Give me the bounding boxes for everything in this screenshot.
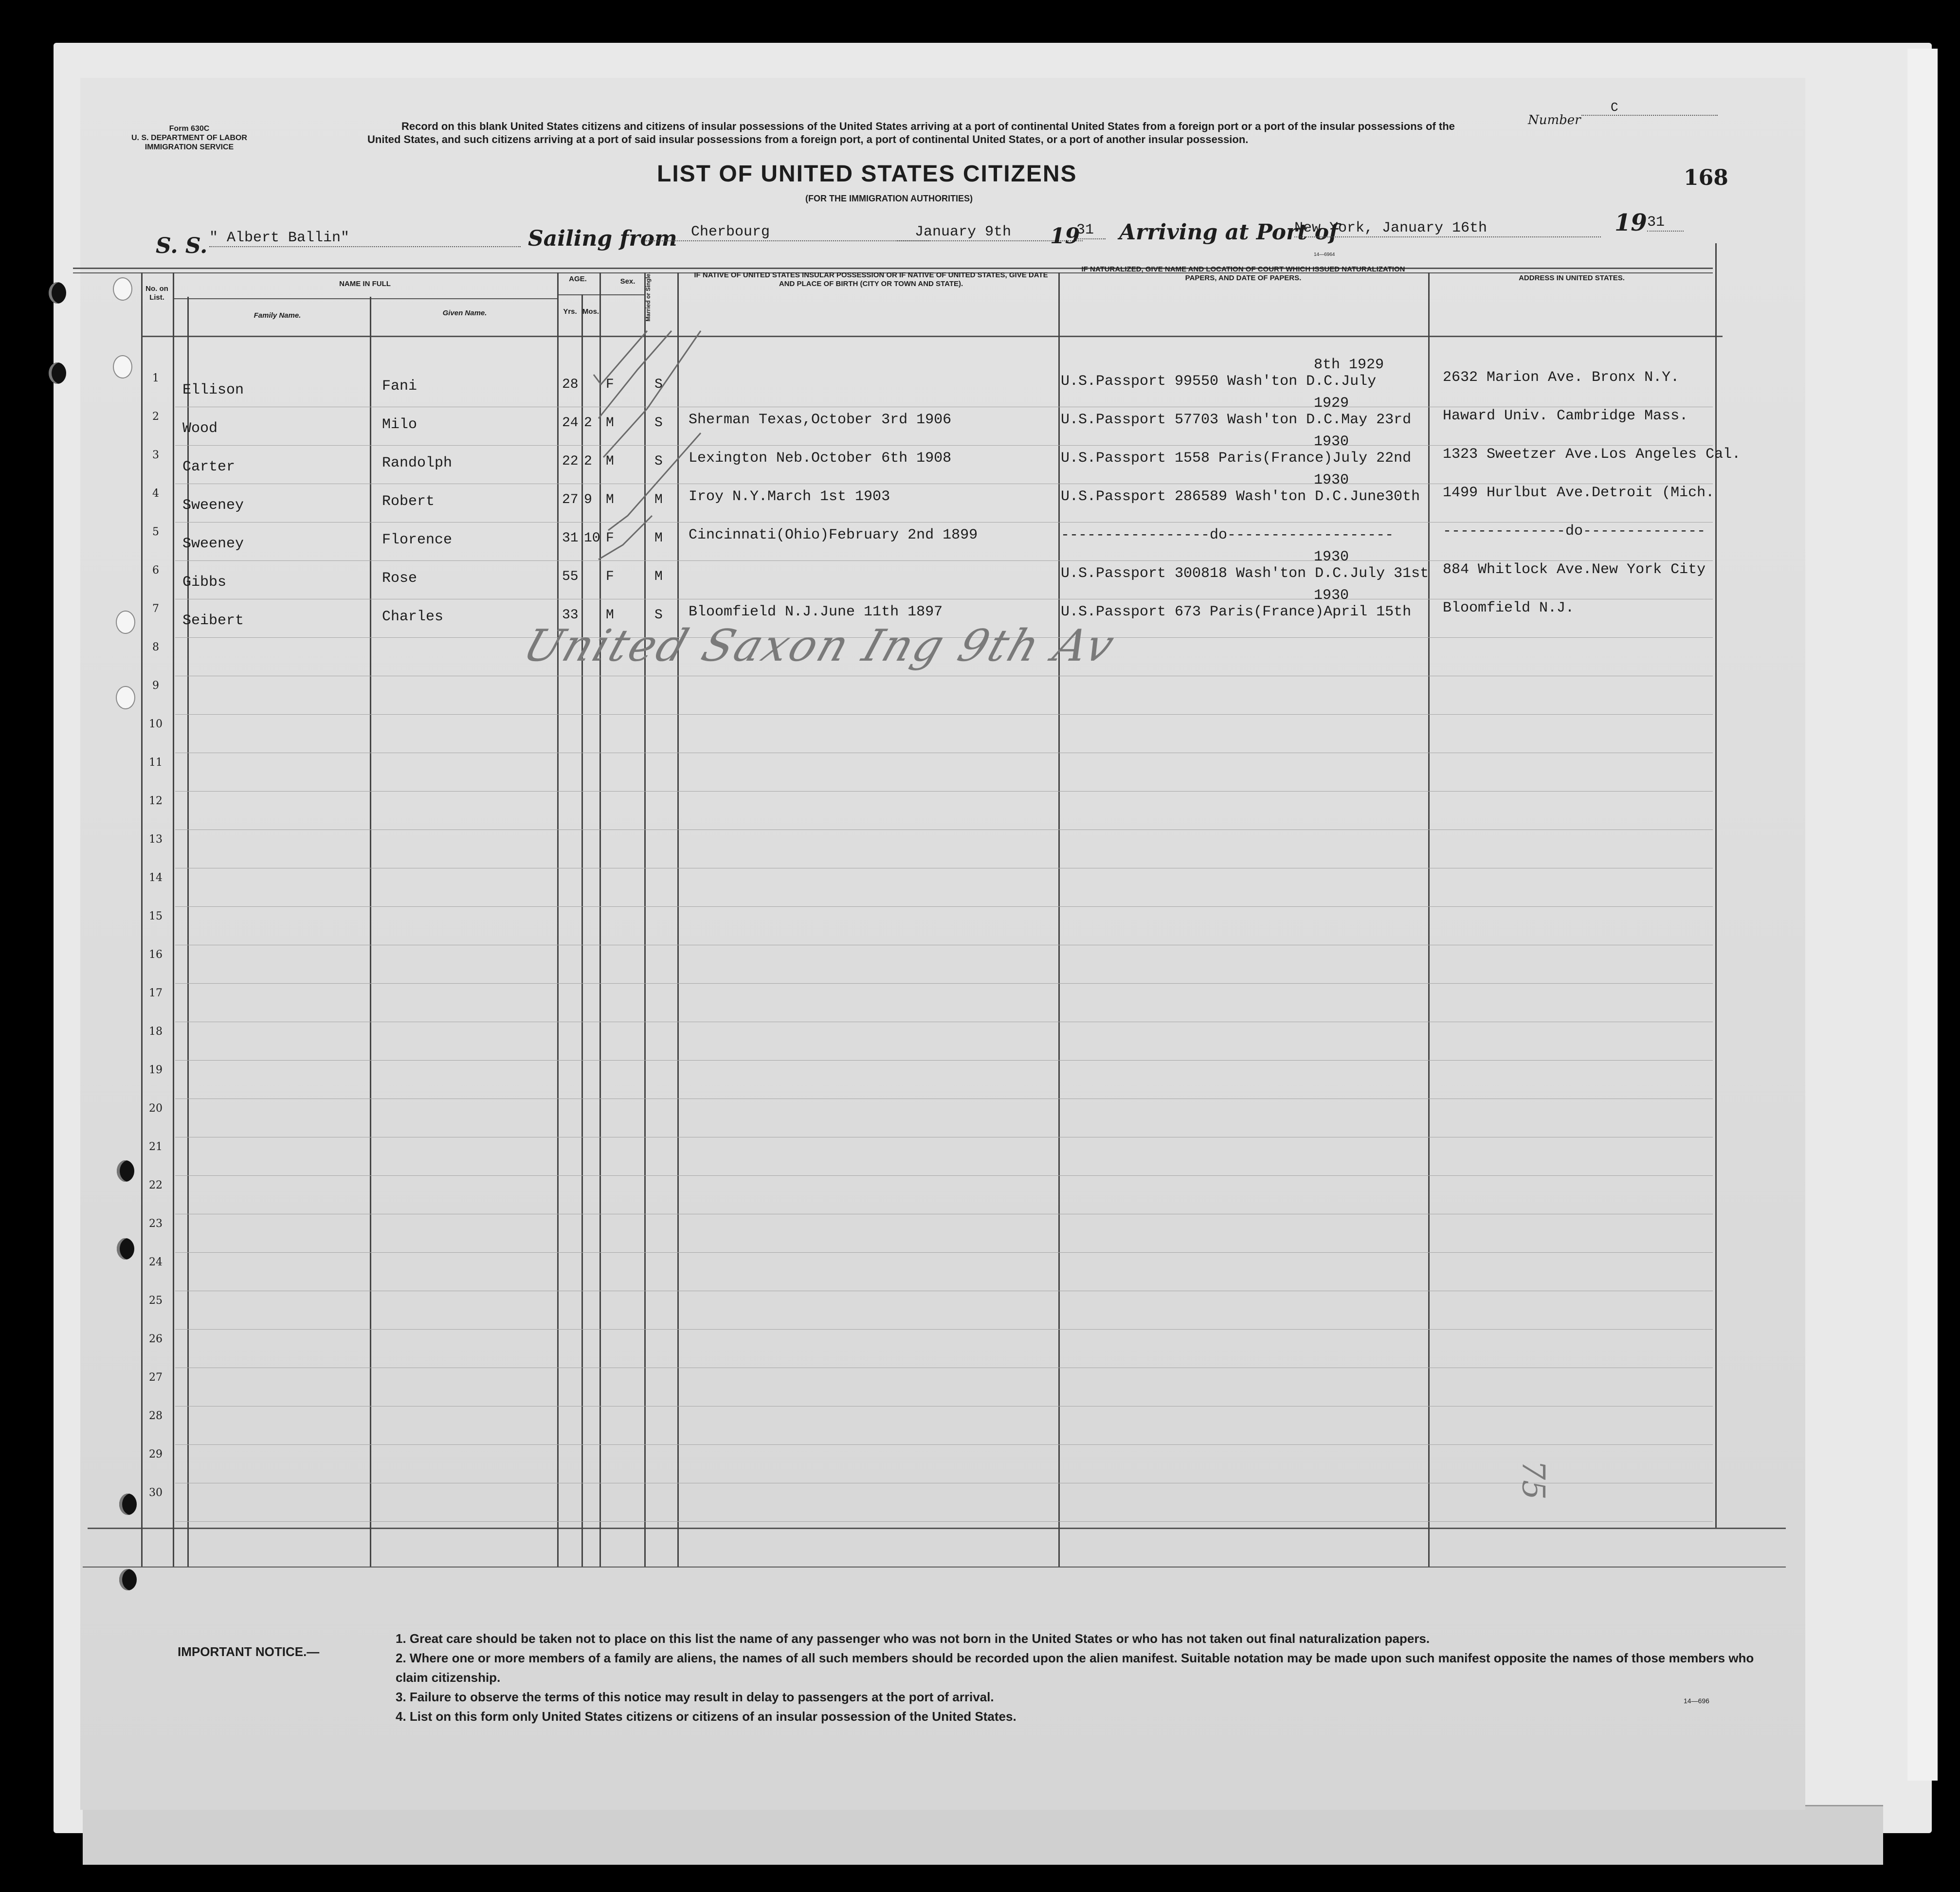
age-years: 22 (562, 454, 579, 469)
row-rule (175, 1444, 1713, 1445)
given-name: Randolph (382, 455, 453, 471)
us-address: 884 Whitlock Ave.New York City (1443, 561, 1706, 578)
row-number: 20 (149, 1102, 163, 1115)
header-address: ADDRESS IN UNITED STATES. (1519, 274, 1625, 282)
row-number: 24 (149, 1256, 163, 1268)
age-months: 2 (584, 454, 592, 469)
small-print: 14—6964 (1314, 252, 1335, 257)
manifest-page (80, 78, 1805, 1810)
marital-status: S (654, 608, 663, 623)
row-number: 16 (149, 949, 163, 961)
papers-year: 1930 (1314, 433, 1349, 450)
given-name: Charles (382, 609, 444, 625)
family-name: Wood (182, 420, 218, 437)
marital-status: M (654, 492, 663, 507)
row-number: 1 (152, 372, 159, 384)
binder-hole-icon (117, 1160, 134, 1182)
number-value: C (1581, 100, 1718, 116)
column-rule (370, 297, 371, 1567)
given-name: Robert (382, 493, 435, 510)
page-title: LIST OF UNITED STATES CITIZENS (657, 161, 1077, 187)
row-rule (175, 829, 1713, 830)
row-number: 8 (152, 641, 159, 653)
table-bottom-rule (83, 1567, 1786, 1568)
sheet-edge (1907, 49, 1938, 1781)
ss-label: S. S. (156, 234, 208, 258)
papers-year: 1929 (1314, 395, 1349, 412)
header-no: No. on List. (145, 285, 168, 302)
us-address: --------------do-------------- (1443, 523, 1706, 540)
check-marks (574, 311, 730, 603)
sex: F (606, 569, 614, 584)
papers-year: 1930 (1314, 587, 1349, 604)
given-name: Fani (382, 378, 417, 395)
table-top-rule (73, 268, 1713, 269)
row-rule (175, 445, 1713, 446)
birth-place-date: Iroy N.Y.March 1st 1903 (689, 488, 890, 505)
us-address: Haward Univ. Cambridge Mass. (1443, 408, 1688, 424)
us-address: 1499 Hurlbut Ave.Detroit (Mich. (1443, 485, 1715, 501)
age-years: 28 (562, 377, 579, 392)
row-number: 18 (149, 1026, 163, 1038)
page-number: 168 (1684, 165, 1728, 190)
us-address: Bloomfield N.J. (1443, 600, 1575, 616)
column-rule (557, 272, 559, 1567)
sex: F (606, 531, 614, 546)
row-rule (175, 522, 1713, 523)
row-number: 4 (152, 487, 159, 500)
papers-year: 1930 (1314, 549, 1349, 565)
birth-place-date: Cincinnati(Ohio)February 2nd 1899 (689, 527, 978, 543)
arriving-label: Arriving at Port of (1119, 220, 1339, 245)
sailing-year-prefix: 19 (1050, 224, 1080, 249)
row-rule (175, 714, 1713, 715)
row-number: 26 (149, 1333, 163, 1345)
binder-hole-icon (117, 1238, 134, 1260)
page-bottom-fold (83, 1805, 1883, 1865)
birth-place-date: Lexington Neb.October 6th 1908 (689, 450, 952, 467)
row-rule (175, 1329, 1713, 1330)
header-bottom-rule (141, 336, 1723, 337)
row-number: 3 (152, 449, 159, 461)
row-number: 15 (149, 910, 163, 922)
binder-hole-icon (116, 686, 135, 709)
row-number: 17 (149, 987, 163, 999)
binder-hole-icon (119, 1494, 137, 1515)
header-mos: Mos. (582, 307, 599, 316)
row-number: 22 (149, 1179, 163, 1191)
marital-status: S (654, 454, 663, 469)
row-rule (175, 1521, 1713, 1522)
header-rule (559, 294, 644, 295)
arriving-year-prefix: 19 (1615, 209, 1647, 236)
binder-hole-icon (119, 1569, 137, 1590)
column-rule (1715, 243, 1717, 1528)
row-number: 25 (149, 1295, 163, 1307)
family-name: Sweeney (182, 536, 244, 552)
notice-heading: IMPORTANT NOTICE.— (178, 1644, 320, 1659)
given-name: Rose (382, 570, 417, 587)
row-rule (175, 1060, 1713, 1061)
notice-item: 2. Where one or more members of a family are aliens, the names of all such members should be recorded upon the alien manifest. Suitable notation may be made upon such manifest opposite the names of those members who claim citizenship. (396, 1651, 1754, 1685)
age-years: 31 (562, 531, 579, 546)
row-number: 19 (149, 1064, 163, 1076)
header-yrs: Yrs. (563, 307, 577, 316)
header-sex: Sex. (620, 277, 635, 286)
papers-year: 1930 (1314, 472, 1349, 488)
form-id: Form 630C U. S. DEPARTMENT OF LABOR IMMIGRATION SERVICE (131, 125, 247, 151)
row-rule (175, 1175, 1713, 1176)
notice-items (396, 1629, 1758, 1726)
sex: M (606, 454, 614, 469)
sailing-date: January 9th (895, 224, 1083, 241)
naturalization-papers: U.S.Passport 286589 Wash'ton D.C.June30th (1061, 488, 1420, 505)
row-number: 14 (149, 872, 163, 884)
row-number: 2 (152, 411, 159, 423)
header-family-name: Family Name. (254, 311, 301, 320)
row-number: 9 (152, 680, 159, 692)
binder-hole-icon (113, 277, 132, 301)
notice-item: 3. Failure to observe the terms of this notice may result in delay to passengers at the port of arrival. (396, 1690, 994, 1704)
header-age: AGE. (569, 275, 587, 283)
page-subtitle: (FOR THE IMMIGRATION AUTHORITIES) (805, 194, 973, 203)
us-address: 2632 Marion Ave. Bronx N.Y. (1443, 369, 1680, 386)
sex: F (606, 377, 614, 392)
naturalization-papers: U.S.Passport 1558 Paris(France)July 22nd (1061, 450, 1412, 467)
naturalization-papers: U.S.Passport 673 Paris(France)April 15th (1061, 604, 1412, 620)
sailing-from: Cherbourg (645, 224, 929, 241)
birth-place-date: Bloomfield N.J.June 11th 1897 (689, 604, 943, 620)
binder-hole-icon (113, 355, 132, 378)
naturalization-papers: U.S.Passport 99550 Wash'ton D.C.July (1061, 373, 1377, 390)
header-naturalized: IF NATURALIZED, GIVE NAME AND LOCATION OF COURT WHICH ISSUED NATURALIZATION PAPERS, AND DATE OF PAPERS. (1081, 265, 1405, 282)
row-number: 13 (149, 833, 163, 846)
row-number: 21 (149, 1141, 163, 1153)
row-rule (175, 791, 1713, 792)
column-rule (1428, 272, 1430, 1567)
number-label: Number (1528, 113, 1581, 127)
binder-hole-icon (49, 282, 66, 304)
given-name: Milo (382, 416, 417, 433)
naturalization-papers: U.S.Passport 57703 Wash'ton D.C.May 23rd (1061, 412, 1412, 428)
sailing-label: Sailing from (528, 226, 677, 251)
column-rule (1058, 272, 1060, 1567)
row-number: 10 (149, 718, 163, 730)
row-rule (175, 560, 1713, 561)
row-number: 12 (149, 795, 163, 807)
row-number: 5 (152, 526, 159, 538)
age-years: 27 (562, 492, 579, 507)
binder-hole-icon (116, 611, 135, 634)
notice-code: 14—696 (1684, 1697, 1709, 1705)
age-months: 10 (584, 531, 600, 546)
family-name: Ellison (182, 382, 244, 398)
marital-status: S (654, 377, 663, 392)
row-rule (175, 1252, 1713, 1253)
header-given-name: Given Name. (442, 309, 487, 317)
handwritten-note: United Saxon Ing 9th Av (517, 620, 1123, 671)
given-name: Florence (382, 532, 453, 548)
column-rule (187, 297, 189, 1567)
us-address: 1323 Sweetzer Ave.Los Angeles Cal. (1443, 446, 1741, 463)
naturalization-papers: -----------------do------------------- (1061, 527, 1394, 543)
sailing-year: 31 (1076, 222, 1106, 239)
header-married-single: Married or Single. (645, 272, 652, 322)
row-number: 27 (149, 1371, 163, 1384)
naturalization-papers: U.S.Passport 300818 Wash'ton D.C.July 31st (1061, 565, 1429, 582)
family-name: Seibert (182, 613, 244, 629)
row-number: 11 (149, 757, 163, 769)
papers-year: 8th 1929 (1314, 357, 1384, 373)
arriving-port: New York, January 16th (1294, 220, 1601, 237)
header-name-in-full: NAME IN FULL (339, 280, 391, 288)
sex: M (606, 608, 614, 623)
notice-item: 4. List on this form only United States citizens or citizens of an insular possession of the United States. (396, 1709, 1016, 1724)
notice-item: 1. Great care should be taken not to place on this list the name of any passenger who was not born in the United States or who has not taken out final naturalization papers. (396, 1631, 1430, 1646)
row-number: 7 (152, 603, 159, 615)
table-bottom-rule (88, 1528, 1786, 1529)
row-number: 29 (149, 1448, 163, 1460)
row-rule (175, 983, 1713, 984)
age-years: 33 (562, 608, 579, 623)
age-months: 2 (584, 415, 592, 431)
age-years: 24 (562, 415, 579, 431)
row-number: 23 (149, 1218, 163, 1230)
form-instructions: Record on this blank United States citizens and citizens of insular possessions of the United States arriving at a port of continental United States from a foreign port or a port of the insular possessions of the United States, and such citizens arriving at a port of said insular possessions from a foreign port, a port of continental United States, or a port of another insular possession. (367, 120, 1455, 145)
header-birth: IF NATIVE OF UNITED STATES INSULAR POSSESSION OR IF NATIVE OF UNITED STATES, GIVE DATE AND PLACE OF BIRTH (CITY OR TOWN AND STATE). (694, 271, 1048, 288)
row-number: 28 (149, 1410, 163, 1422)
age-months: 9 (584, 492, 592, 507)
header-rule (173, 298, 557, 299)
family-name: Carter (182, 459, 236, 475)
ship-name: " Albert Ballin" (209, 230, 521, 247)
sex: M (606, 492, 614, 507)
age-years: 55 (562, 569, 579, 584)
arriving-year: 31 (1647, 214, 1684, 232)
column-rule (173, 272, 174, 1567)
marital-status: S (654, 415, 663, 431)
birth-place-date: Sherman Texas,October 3rd 1906 (689, 412, 952, 428)
row-number: 6 (152, 564, 159, 577)
margin-number: 75 (1515, 1460, 1551, 1500)
marital-status: M (654, 569, 663, 584)
binder-hole-icon (49, 362, 66, 384)
row-rule (175, 906, 1713, 907)
family-name: Sweeney (182, 497, 244, 514)
sex: M (606, 415, 614, 431)
row-number: 30 (149, 1487, 163, 1499)
marital-status: M (654, 531, 663, 546)
family-name: Gibbs (182, 574, 227, 591)
